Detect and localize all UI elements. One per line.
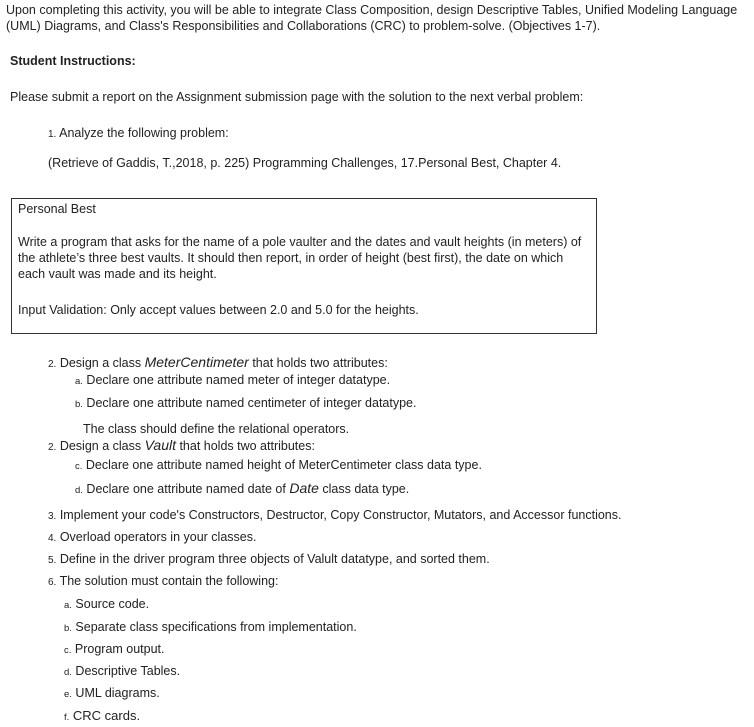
- step-2c: [75, 458, 482, 472]
- step-2-text-end: that holds two attributes:: [248, 356, 388, 370]
- step-3-number: 3.: [48, 511, 57, 522]
- list-item-text: UML diagrams.: [75, 686, 160, 700]
- relational-operators-note: The class should define the relational operators.: [83, 422, 350, 436]
- class-name-metercentimeter: MeterCentimeter: [144, 354, 249, 370]
- problem-reference: (Retrieve of Gaddis, T.,2018, p. 225) Programming Challenges, 17.Personal Best, Chapter 4.: [48, 156, 562, 170]
- step-2: [48, 354, 388, 370]
- step-2b-letter: b.: [75, 399, 83, 410]
- class-name-vault: Vault: [144, 437, 176, 453]
- step-2a-letter: a.: [75, 376, 83, 387]
- step-2b-text: Declare one attribute named centimeter of integer datatype.: [86, 396, 417, 410]
- step-6-text: The solution must contain the following:: [59, 574, 279, 588]
- step-1-text: Analyze the following problem:: [59, 126, 229, 140]
- step-2a-text: Declare one attribute named meter of integer datatype.: [86, 373, 391, 387]
- list-item-letter: e.: [64, 689, 72, 700]
- step-4-number: 4.: [48, 533, 57, 544]
- step-4-text: Overload operators in your classes.: [59, 530, 257, 544]
- step-4: [48, 530, 256, 544]
- intro-line-2: (UML) Diagrams, and Class's Responsibilities and Collaborations (CRC) to problem-solve. (Objectives 1-7).: [6, 19, 601, 33]
- step-2d-letter: d.: [75, 485, 83, 496]
- list-item: [64, 642, 165, 656]
- input-validation: Input Validation: Only accept values between 2.0 and 5.0 for the heights.: [18, 303, 419, 317]
- step-2d: [75, 480, 409, 496]
- step-3: [48, 508, 621, 522]
- list-item: [64, 664, 180, 678]
- list-item: [64, 708, 140, 723]
- problem-statement: Write a program that asks for the name of a pole vaulter and the dates and vault heights (in meters) of the athlete’s three best vaults. It should then report, in order of height (best first), the date on which each vault was made and its height.: [18, 235, 582, 281]
- list-item-letter: b.: [64, 623, 72, 634]
- step-1: [48, 126, 229, 140]
- step-2-vault: [48, 437, 315, 453]
- class-name-date: Date: [289, 480, 319, 496]
- step-2b: [75, 396, 416, 410]
- step-2c-text: Declare one attribute named height of MeterCentimeter class data type.: [85, 458, 482, 472]
- list-item: [64, 597, 149, 611]
- step-2d-text-end: class data type.: [318, 482, 410, 496]
- step-6: [48, 574, 278, 588]
- step-2c-letter: c.: [75, 461, 83, 472]
- student-instructions-heading: Student Instructions:: [10, 54, 136, 68]
- problem-box: [11, 198, 597, 334]
- step-5-text: Define in the driver program three objects of Valult datatype, and sorted them.: [59, 552, 490, 566]
- list-item-text: Source code.: [75, 597, 150, 611]
- list-item: [64, 620, 357, 634]
- intro-paragraph: [6, 2, 751, 34]
- step-2-number: 2.: [48, 359, 57, 370]
- list-item-letter: a.: [64, 600, 72, 611]
- submit-instruction: Please submit a report on the Assignment submission page with the solution to the next verbal problem:: [10, 90, 584, 104]
- list-item-letter: c.: [64, 645, 72, 656]
- step-6-number: 6.: [48, 577, 57, 588]
- intro-line-1: Upon completing this activity, you will be able to integrate Class Composition, design Descriptive Tables, Unified Modeling Language: [6, 3, 738, 17]
- list-item-text: Program output.: [74, 642, 165, 656]
- step-2-vault-text: Design a class: [59, 439, 145, 453]
- step-5-number: 5.: [48, 555, 57, 566]
- step-1-number: 1.: [48, 129, 57, 140]
- step-3-text: Implement your code's Constructors, Destructor, Copy Constructor, Mutators, and Accessor functions.: [59, 508, 622, 522]
- list-item-text: Descriptive Tables.: [75, 664, 181, 678]
- step-2d-text: Declare one attribute named date of: [86, 482, 290, 496]
- step-5: [48, 552, 490, 566]
- list-item-text: CRC cards.: [72, 708, 141, 723]
- step-2a: [75, 373, 390, 387]
- list-item-text: Separate class specifications from implementation.: [75, 620, 357, 634]
- step-2-text: Design a class: [59, 356, 145, 370]
- step-2-vault-text-end: that holds two attributes:: [175, 439, 315, 453]
- list-item-letter: d.: [64, 667, 72, 678]
- problem-title: Personal Best: [18, 202, 96, 216]
- list-item: [64, 686, 160, 700]
- step-2-vault-number: 2.: [48, 442, 57, 453]
- list-item-letter: f.: [64, 712, 70, 723]
